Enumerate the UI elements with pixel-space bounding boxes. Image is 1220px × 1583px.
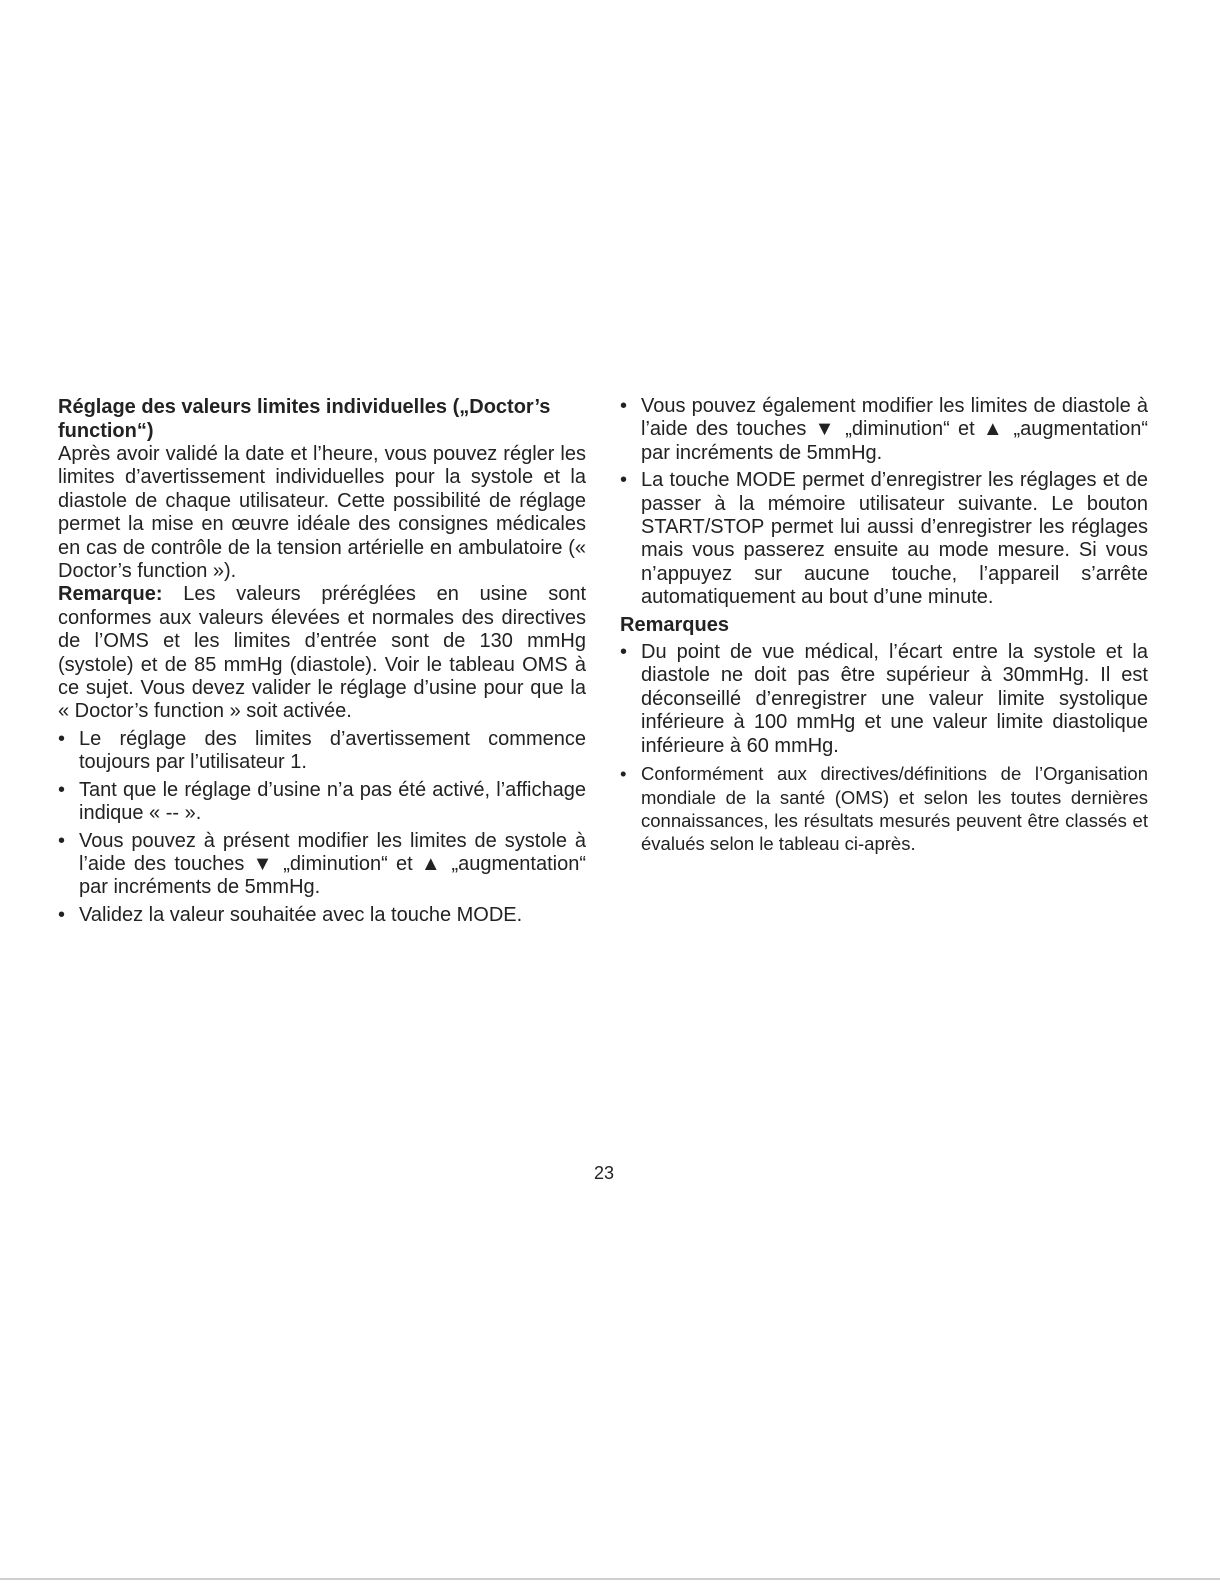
section-heading: Réglage des valeurs limites individuelles („Doctor’s function“) bbox=[58, 396, 551, 442]
list-item-text: Le réglage des limites d’avertissement commence toujours par l’utilisateur 1. bbox=[79, 727, 586, 774]
right-column bbox=[620, 395, 1148, 860]
list-item-text: Du point de vue médical, l’écart entre la systole et la diastole ne doit pas être supérieur à 30mmHg. Il est déconseillé d’enregistrer une valeur limite systolique inférieure à 100 mmHg et une valeur limite diastolique inférieure à 60 mmHg. bbox=[641, 641, 1148, 757]
list-item bbox=[620, 762, 1148, 856]
list-item-text: Vous pouvez également modifier les limites de diastole à l’aide des touches ▼ „diminution“ et ▲ „augmentation“ par incréments de 5mmHg. bbox=[641, 395, 1148, 464]
bullet-icon: • bbox=[58, 829, 66, 852]
note-label: Remarque: bbox=[58, 583, 163, 606]
intro-paragraph: Après avoir validé la date et l’heure, vous pouvez régler les limites d’avertissement individuelles pour la systole et la diastole de chaque utilisateur. Cette possibilité de réglage permet la mise en œuvre idéale des consignes médicales en cas de contrôle de la tension artérielle en ambulatoire (« Doctor’s function »). bbox=[58, 443, 586, 583]
list-item bbox=[58, 904, 586, 927]
bullet-icon: • bbox=[58, 778, 66, 801]
list-item bbox=[620, 469, 1148, 609]
bullet-icon: • bbox=[620, 641, 628, 664]
right-bullet-list-top bbox=[620, 395, 1148, 610]
list-item bbox=[58, 779, 586, 826]
bullet-icon: • bbox=[620, 469, 628, 492]
list-item bbox=[58, 728, 586, 775]
list-item-text: La touche MODE permet d’enregistrer les réglages et de passer à la mémoire utilisateur suivante. Le bouton START/STOP permet lui aussi d’enregistrer les réglages mais vous passerez ensuite au mode mesure. Si vous n’appuyez sur aucune touche, l’appareil s’arrête automatiquement au bout d’une minute. bbox=[641, 469, 1148, 609]
left-bullet-list bbox=[58, 728, 586, 927]
bullet-icon: • bbox=[620, 763, 627, 785]
bullet-icon: • bbox=[58, 903, 66, 926]
list-item bbox=[620, 395, 1148, 465]
list-item-text: Tant que le réglage d’usine n’a pas été activé, l’affichage indique « -- ». bbox=[79, 778, 586, 825]
list-item-text: Validez la valeur souhaitée avec la touche MODE. bbox=[79, 903, 523, 926]
list-item-text: Vous pouvez à présent modifier les limites de systole à l’aide des touches ▼ „diminution“ et ▲ „augmentation“ par incréments de 5mmHg. bbox=[79, 829, 586, 899]
page-number: 23 bbox=[593, 1163, 615, 1183]
right-bullet-list-bottom bbox=[620, 641, 1148, 856]
bullet-icon: • bbox=[58, 727, 66, 750]
note-text: Les valeurs préréglées en usine sont conformes aux valeurs élevées et normales des directives de l’OMS et les limites d’entrée sont de 130 mmHg (systole) et de 85 mmHg (diastole). Voir le tableau OMS à ce sujet. Vous devez valider le réglage d’usine pour que la « Doctor’s function » soit activée. bbox=[58, 583, 586, 723]
bullet-icon: • bbox=[620, 395, 628, 417]
bottom-divider bbox=[0, 1578, 1220, 1580]
remarks-heading: Remarques bbox=[620, 613, 729, 636]
list-item-text: Conformément aux directives/définitions de l’Organisation mondiale de la santé (OMS) et selon les toutes dernières connaissances, les résultats mesurés peuvent être classés et évalués selon le tableau ci-après. bbox=[641, 763, 1148, 855]
list-item bbox=[620, 641, 1148, 758]
list-item bbox=[58, 830, 586, 900]
note-paragraph bbox=[58, 583, 586, 723]
left-column bbox=[58, 395, 586, 931]
